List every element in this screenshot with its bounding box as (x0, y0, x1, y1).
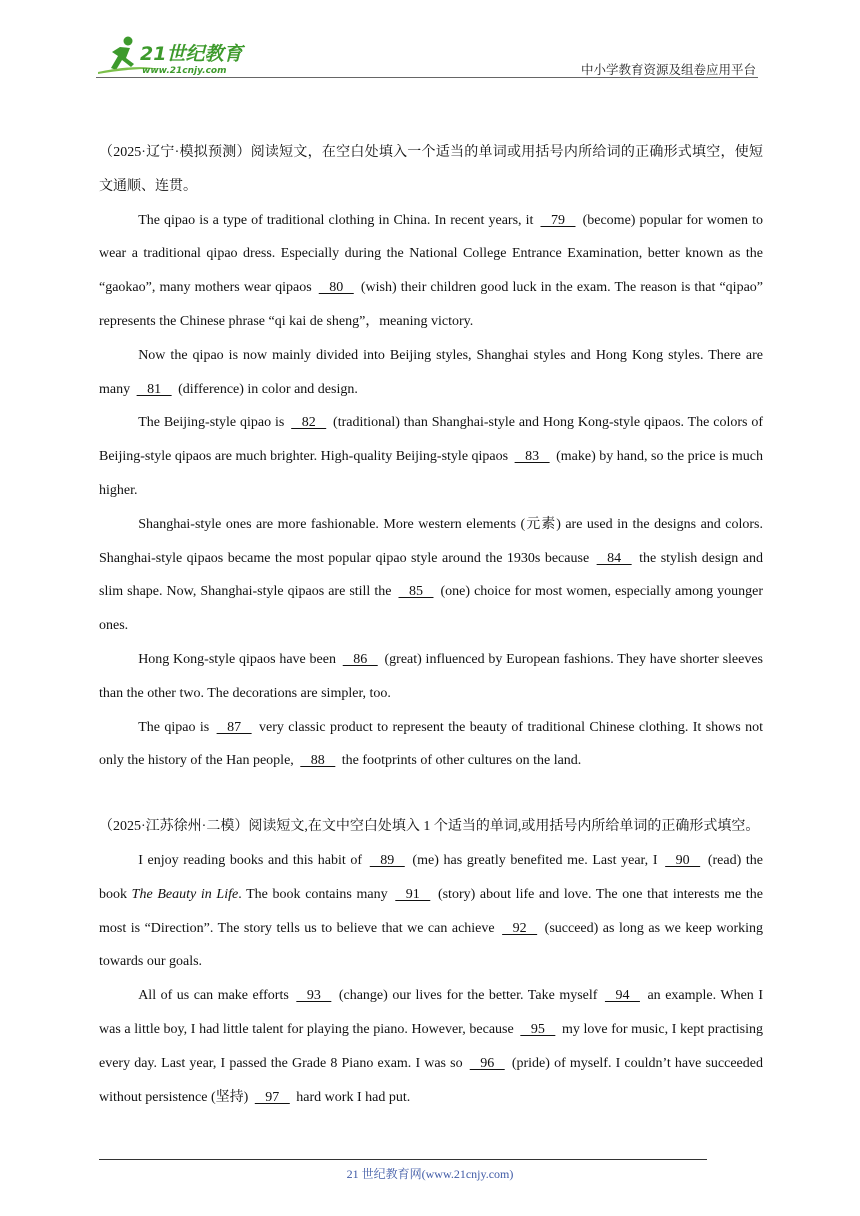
document-body (99, 136, 763, 1114)
passage-text: (become) popular for women to wear a traditional qipao dress. Especially during the National College Entrance Examination, better known as the “gaokao”, many mothers wear qipaos (99, 212, 763, 296)
answer-blank[interactable]: 95 (520, 1021, 556, 1037)
passage-text: (wish) their children good luck in the exam. The reason is that “qipao” represents the Chinese phrase “qi kai de sheng”，meaning victory. (99, 280, 763, 329)
passage-paragraph (99, 339, 763, 407)
passage-text: (pride) of myself. I couldn’t have succeeded without persistence (坚持) (99, 1055, 763, 1105)
passage-text: Shanghai-style ones are more fashionable. More western elements (元素) are used in the designs and colors. Shanghai-style qipaos became the most popular qipao style around the 1930s because (99, 516, 763, 566)
passage-paragraph (99, 844, 763, 979)
passage-text: (great) influenced by European fashions. They have shorter sleeves than the other two. The decorations are simpler, too. (99, 651, 764, 701)
answer-blank[interactable]: 88 (300, 753, 336, 769)
page-header (96, 34, 758, 78)
platform-tagline: 中小学教育资源及组卷应用平台 (580, 62, 756, 77)
answer-blank[interactable]: 87 (216, 719, 252, 735)
answer-blank[interactable]: 86 (342, 651, 378, 667)
header-divider (96, 77, 758, 78)
passage-text: Hong Kong-style qipaos have been (138, 651, 340, 667)
passage-text: (difference) in color and design. (174, 381, 358, 397)
passage-text: (succeed) as long as we keep working towards our goals. (99, 920, 763, 970)
passage-text: very classic product to represent the beauty of traditional Chinese clothing. It shows not only the history of the Han people, (99, 719, 763, 769)
answer-blank[interactable]: 96 (469, 1055, 505, 1071)
exercise-instructions: （2025·辽宁·模拟预测）阅读短文，在空白处填入一个适当的单词或用括号内所给词的正确形式填空，使短文通顺、连贯。 (99, 145, 763, 194)
footer-text: 21 世纪教育网(www.21cnjy.com) (346, 1167, 514, 1181)
answer-blank[interactable]: 82 (291, 415, 327, 431)
passage-text: The Beijing-style qipao is (138, 415, 289, 431)
answer-blank[interactable]: 83 (514, 449, 550, 465)
answer-blank[interactable]: 97 (254, 1089, 290, 1105)
passage-text: (make) by hand, so the price is much higher. (99, 449, 763, 498)
passage-paragraph (99, 711, 763, 779)
footer-divider (99, 1159, 707, 1160)
logo-text: 21世纪教育 (140, 43, 243, 65)
exercise-section (99, 810, 763, 1114)
passage-paragraph (99, 204, 763, 339)
answer-blank[interactable]: 80 (318, 280, 354, 296)
answer-blank[interactable]: 79 (540, 212, 576, 228)
exercise-section (99, 136, 763, 778)
passage-text: The qipao is (138, 719, 214, 735)
passage-text: Now the qipao is now mainly divided into Beijing styles, Shanghai styles and Hong Kong styles. There are many (99, 347, 763, 397)
answer-blank[interactable]: 81 (136, 381, 172, 397)
passage-paragraph (99, 406, 763, 507)
answer-blank[interactable]: 84 (596, 550, 632, 566)
passage-text: (story) about life and love. The one that interests me the most is “Direction”. The story tells us to believe that we can achieve (99, 886, 764, 936)
answer-blank[interactable]: 91 (395, 886, 431, 902)
answer-blank[interactable]: 94 (604, 988, 640, 1004)
passage-text: an example. When I was a little boy, I had little talent for playing the piano. However, because (99, 988, 763, 1037)
answer-blank[interactable]: 93 (296, 988, 332, 1004)
passage-text: hard work I had put. (292, 1089, 411, 1105)
passage-text: (one) choice for most women, especially among younger ones. (99, 584, 763, 634)
passage-text: my love for music, I kept practising every day. Last year, I passed the Grade 8 Piano exam. I was so (99, 1021, 763, 1071)
passage-paragraph (99, 643, 763, 711)
site-logo (96, 34, 266, 76)
passage-text: . The book contains many (238, 886, 393, 902)
passage-text: The qipao is a type of traditional clothing in China. In recent years, it (138, 212, 538, 228)
passage-text: (traditional) than Shanghai-style and Hong Kong-style qipaos. The colors of Beijing-style qipaos are much brighter. High-quality Beijing-style qipaos (99, 415, 763, 465)
passage-paragraph (99, 508, 763, 643)
answer-blank[interactable]: 89 (369, 852, 405, 868)
logo-url: www.21cnjy.com (142, 66, 227, 76)
passage-text: the stylish design and slim shape. Now, Shanghai-style qipaos are still the (99, 550, 763, 600)
passage-text: the footprints of other cultures on the land. (338, 753, 582, 769)
passage-text: (read) the book (99, 852, 763, 902)
exercise-instructions: （2025·江苏徐州·二模）阅读短文,在文中空白处填入 1 个适当的单词,或用括号内所给单词的正确形式填空。 (99, 819, 760, 835)
passage-paragraph (99, 979, 763, 1114)
passage-text: (change) our lives for the better. Take myself (334, 988, 602, 1004)
answer-blank[interactable]: 90 (665, 852, 701, 868)
answer-blank[interactable]: 85 (398, 584, 434, 600)
passage-text: I enjoy reading books and this habit of (138, 852, 367, 868)
passage-text: All of us can make efforts (138, 988, 294, 1004)
passage-text: (me) has greatly benefited me. Last year, I (407, 852, 663, 868)
book-title: The Beauty in Life (131, 886, 239, 902)
answer-blank[interactable]: 92 (502, 920, 538, 936)
